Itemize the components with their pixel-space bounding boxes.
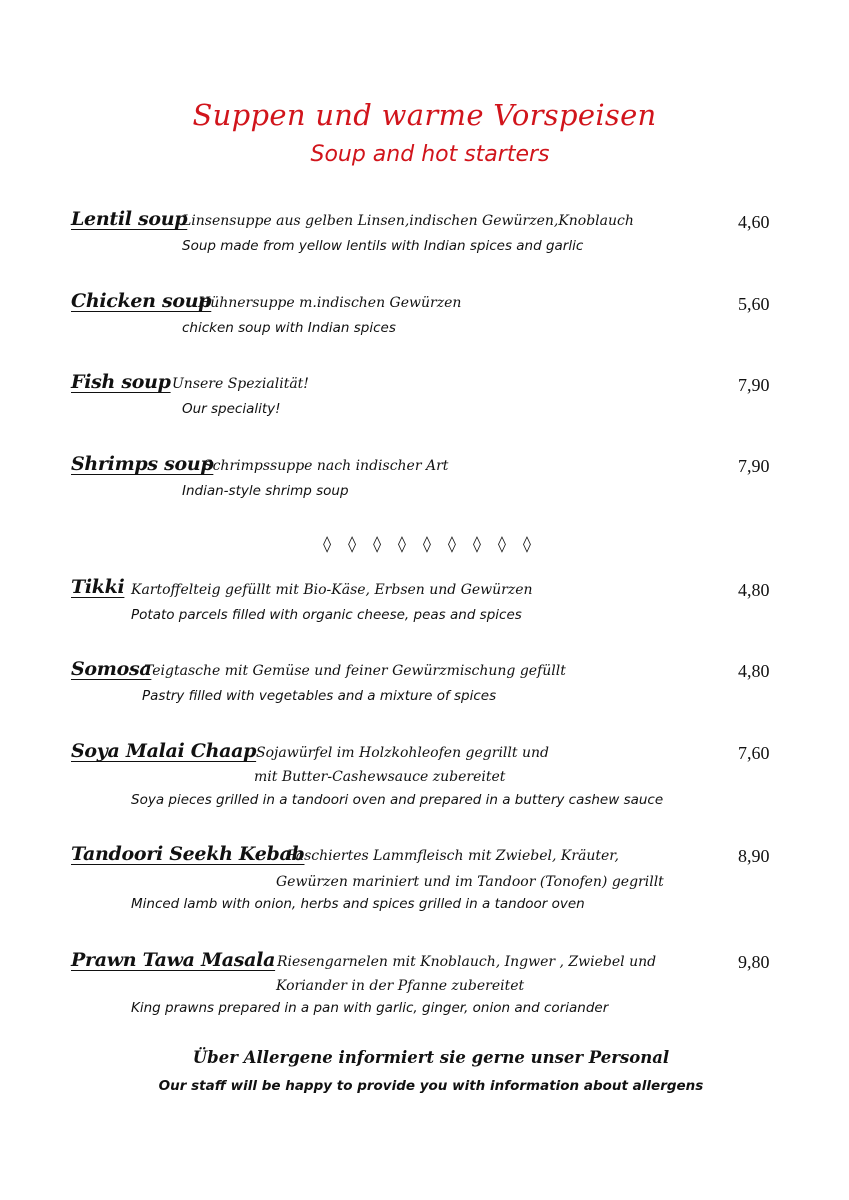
- item-desc-en: Minced lamb with onion, herbs and spices grilled in a tandoor oven: [131, 896, 585, 912]
- item-name-prawn-tawa-masala: Prawn Tawa Masala: [71, 949, 276, 971]
- page-title: Suppen und warme Vorspeisen: [192, 98, 657, 132]
- item-desc-de: Teigtasche mit Gemüse und feiner Gewürzmischung gefüllt: [144, 663, 566, 679]
- item-name-tandoori-seekh-kebab: Tandoori Seekh Kebab: [71, 843, 305, 865]
- item-name-fish-soup: Fish soup: [71, 371, 171, 393]
- item-price: 4,60: [738, 212, 770, 232]
- section-separator: ◊ ◊ ◊ ◊ ◊ ◊ ◊ ◊ ◊: [323, 534, 537, 553]
- item-price: 9,80: [738, 952, 770, 972]
- page-subtitle: Soup and hot starters: [310, 142, 550, 167]
- item-price: 7,60: [738, 743, 770, 763]
- item-desc-de: Unsere Spezialität!: [172, 376, 309, 392]
- item-name-soya-malai-chaap: Soya Malai Chaap: [71, 740, 257, 762]
- allergen-note-en: Our staff will be happy to provide you with information about allergens: [158, 1078, 704, 1094]
- item-name-chicken-soup: Chicken soup: [71, 290, 212, 312]
- item-price: 7,90: [738, 375, 770, 395]
- item-desc-en: Soup made from yellow lentils with Indian spices and garlic: [182, 238, 584, 254]
- item-desc-en: Indian-style shrimp soup: [182, 483, 349, 499]
- item-name-tikki: Tikki: [71, 576, 125, 598]
- item-desc-de: Sojawürfel im Holzkohleofen gegrillt und: [256, 745, 549, 761]
- item-price: 4,80: [738, 661, 770, 681]
- item-name-lentil-soup: Lentil soup: [71, 208, 188, 230]
- item-desc-de: Kartoffelteig gefüllt mit Bio-Käse, Erbsen und Gewürzen: [131, 582, 533, 598]
- item-desc-de: Hühnersuppe m.indischen Gewürzen: [198, 295, 462, 311]
- item-price: 8,90: [738, 846, 770, 866]
- item-desc-en: Soya pieces grilled in a tandoori oven and prepared in a buttery cashew sauce: [131, 792, 664, 808]
- item-price: 7,90: [738, 456, 770, 476]
- item-desc-de: Riesengarnelen mit Knoblauch, Ingwer , Zwiebel und: [277, 954, 657, 970]
- item-desc-de: Schrimpssuppe nach indischer Art: [203, 458, 449, 474]
- item-price: 4,80: [738, 580, 770, 600]
- item-desc-en: King prawns prepared in a pan with garlic, ginger, onion and coriander: [131, 1000, 609, 1016]
- item-desc-de: Faschiertes Lammfleisch mit Zwiebel, Kräuter,: [287, 848, 619, 864]
- allergen-note-de: Über Allergene informiert sie gerne unser Personal: [192, 1048, 670, 1067]
- item-price: 5,60: [738, 294, 770, 314]
- item-desc-en: Our speciality!: [182, 401, 281, 417]
- item-desc-en: chicken soup with Indian spices: [182, 320, 396, 336]
- item-name-shrimps-soup: Shrimps soup: [71, 453, 214, 475]
- item-desc-de-line2: mit Butter-Cashewsauce zubereitet: [254, 769, 506, 785]
- item-desc-en: Pastry filled with vegetables and a mixture of spices: [142, 688, 497, 704]
- item-desc-de-line2: Koriander in der Pfanne zubereitet: [276, 978, 525, 994]
- item-desc-en: Potato parcels filled with organic cheese, peas and spices: [131, 607, 522, 623]
- item-name-somosa: Somosa: [71, 658, 152, 680]
- item-desc-de: Linsensuppe aus gelben Linsen,indischen Gewürzen,Knoblauch: [182, 213, 634, 229]
- item-desc-de-line2: Gewürzen mariniert und im Tandoor (Tonofen) gegrillt: [276, 874, 664, 890]
